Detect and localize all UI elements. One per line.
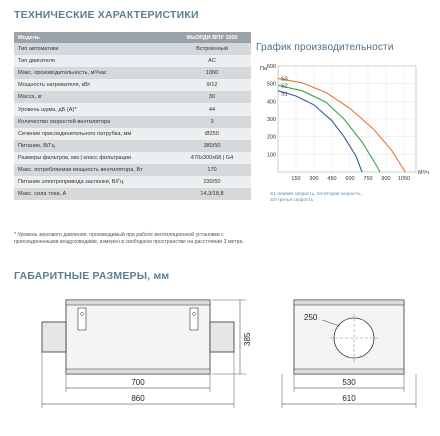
spec-value: 3	[173, 116, 251, 128]
specs-table	[14, 32, 251, 200]
spec-param: Питание электропривода заслонки, В/Гц	[14, 176, 173, 188]
table-row	[14, 140, 251, 152]
y-tick-label: 600	[266, 64, 276, 70]
duct-diameter-dimension: 250	[304, 313, 318, 322]
series-label: S2	[281, 83, 288, 90]
spec-value: Встроенный	[173, 43, 251, 55]
spec-param: Модель	[14, 32, 173, 43]
spec-value: 230/50	[173, 176, 251, 188]
spec-param: Тип двигателя	[14, 55, 173, 67]
y-tick-label: 200	[266, 134, 276, 141]
table-row	[14, 67, 251, 79]
left-bracket	[78, 308, 86, 330]
body-width-dimension: 530	[342, 378, 356, 387]
x-tick-label: 750	[363, 176, 373, 182]
spec-value: 30	[173, 91, 251, 103]
spec-param: Питание, В/Гц	[14, 140, 173, 152]
series-label: S3	[281, 76, 288, 83]
graph-title: График производительности	[256, 42, 394, 53]
spec-param: Масса, кг	[14, 91, 173, 103]
x-tick-label: 450	[327, 176, 337, 182]
y-tick-label: 400	[266, 99, 276, 106]
inlet-spigot	[42, 322, 66, 352]
outlet-spigot	[210, 322, 234, 352]
side-view-drawing	[14, 286, 276, 434]
unit-bottom-rail	[66, 369, 210, 374]
x-tick-label: 600	[345, 176, 355, 182]
table-row	[14, 164, 251, 176]
height-dimension: 385	[243, 332, 252, 346]
spec-param: Мощность нагревателя, кВт	[14, 79, 173, 91]
spec-param: Макс. производительность, м³/час	[14, 67, 173, 79]
spec-value: AC	[173, 55, 251, 67]
chart-legend	[270, 192, 362, 204]
spec-value: 9/12	[173, 79, 251, 91]
spec-param: Тип автоматики	[14, 43, 173, 55]
right-bracket	[190, 308, 198, 330]
spec-value: 14,3/18,8	[173, 188, 251, 200]
spec-param: Макс. потребляемая мощность вентилятора, Вт	[14, 164, 173, 176]
table-row	[14, 91, 251, 103]
table-row	[14, 152, 251, 164]
y-tick-label: 300	[266, 117, 276, 123]
total-width-dimension: 610	[342, 394, 356, 403]
spec-value: 1060	[173, 67, 251, 79]
table-row	[14, 188, 251, 200]
spec-param: Сечение присоединительного патрубка, мм	[14, 128, 173, 140]
table-row	[14, 55, 251, 67]
dimensions-title: ГАБАРИТНЫЕ РАЗМЕРЫ, мм	[14, 270, 170, 282]
legend-line-1: S1-первая скорость, S2-вторая скорость,	[270, 192, 362, 197]
spec-param: Макс. сила тока, А	[14, 188, 173, 200]
y-tick-label: 500	[266, 81, 276, 88]
spec-value: 470х300х68 | G4	[173, 152, 251, 164]
table-row	[14, 128, 251, 140]
spec-param: Количество скоростей вентилятора	[14, 116, 173, 128]
y-tick-label: 100	[266, 152, 276, 159]
table-row	[14, 43, 251, 55]
table-row	[14, 103, 251, 115]
table-row	[14, 79, 251, 91]
x-tick-label: 1050	[397, 176, 411, 182]
spec-value: ФЬОРДИ ВПУ 1000	[173, 32, 251, 43]
inner-length-dimension: 700	[131, 378, 145, 387]
unit-body	[66, 300, 210, 374]
table-header	[14, 32, 251, 43]
x-axis-label: М³/ч	[418, 170, 429, 176]
table-row	[14, 176, 251, 188]
front-view-drawing	[276, 286, 426, 434]
spec-param: Размеры фильтров, мм | класс фильтрации	[14, 152, 173, 164]
y-axis-label: Па	[260, 66, 268, 72]
x-tick-label: 300	[309, 176, 319, 182]
performance-chart	[256, 58, 436, 192]
noise-footnote: * Уровень звукового давления, производимый при работе вентиляционной установки с присоединенными воздуховодами, измерен в свободном пространстве на расстоянии 3 метра.	[14, 232, 244, 245]
series-label: S1	[281, 91, 288, 98]
spec-param: Уровень шума, дБ (А)*	[14, 103, 173, 115]
spec-value: Ø250	[173, 128, 251, 140]
x-tick-label: 150	[291, 176, 301, 182]
spec-value: 170	[173, 164, 251, 176]
table-row	[14, 116, 251, 128]
total-length-dimension: 860	[131, 394, 145, 403]
legend-line-2: S3-третья скорость	[270, 198, 314, 203]
spec-value: 44	[173, 103, 251, 115]
x-tick-label: 900	[381, 176, 391, 182]
tech-specs-title: ТЕХНИЧЕСКИЕ ХАРАКТЕРИСТИКИ	[14, 9, 199, 21]
unit-top-rail	[66, 300, 210, 305]
spec-value: 380/50	[173, 140, 251, 152]
